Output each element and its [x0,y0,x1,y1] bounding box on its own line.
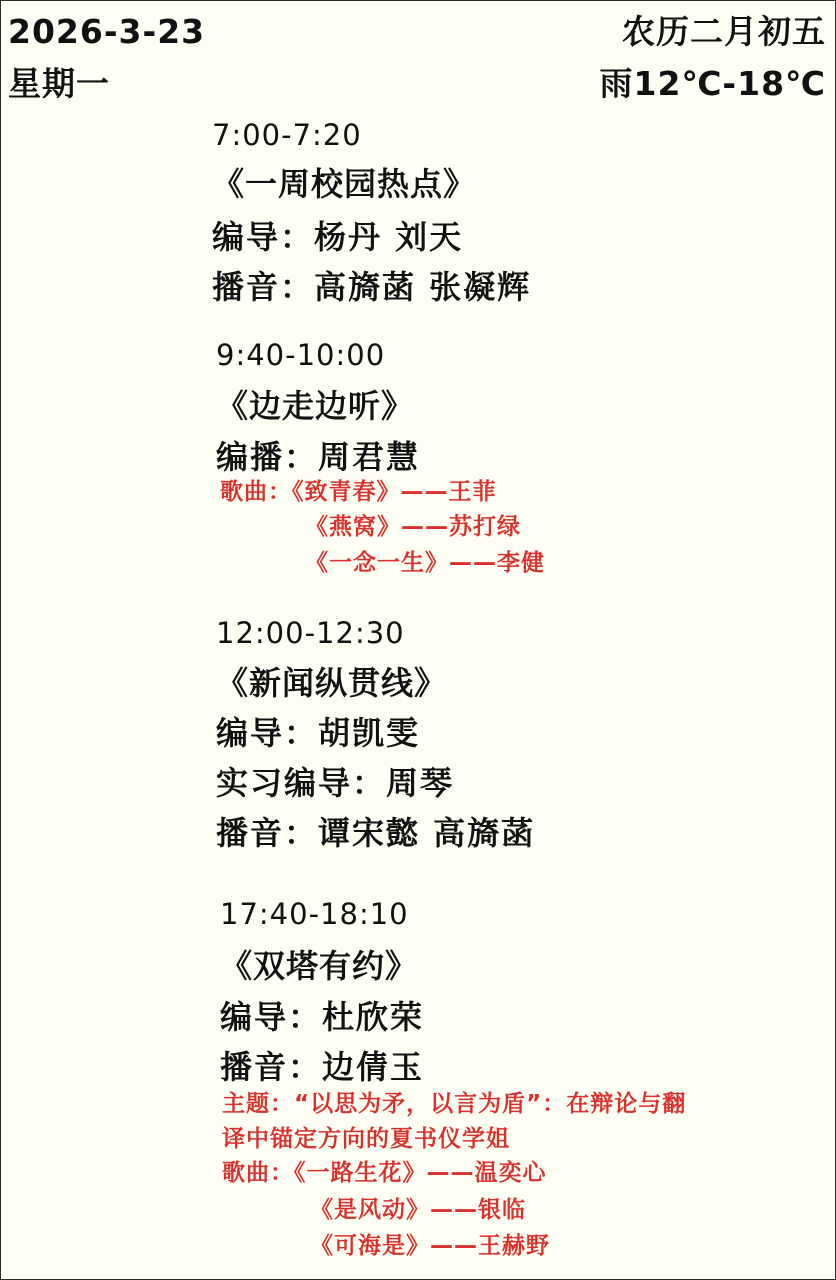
program-note: 歌曲：《致青春》——王菲 [220,479,497,505]
program-credit: 编导：杜欣荣 [220,998,425,1036]
program-credit: 播音：边倩玉 [220,1048,425,1086]
program-time: 12:00-12:30 [216,616,405,650]
program-title: 《双塔有约》 [220,947,419,985]
program-credit: 播音：谭宋懿 高旖菡 [216,814,536,852]
date-text: 2026-3-23 [8,12,206,51]
program-title: 《新闻纵贯线》 [216,664,448,702]
program-credit: 编播：周君慧 [216,438,421,476]
program-note: 歌曲：《一路生花》——温奕心 [222,1160,547,1186]
program-title: 《边走边听》 [216,387,415,425]
program-note: 《燕窝》——苏打绿 [305,514,521,540]
program-time: 7:00-7:20 [212,118,362,152]
program-note: 译中锚定方向的夏书仪学姐 [222,1126,510,1152]
weekday-text: 星期一 [8,64,110,103]
lunar-date-text: 农历二月初五 [622,12,826,51]
program-credit: 编导：杨丹 刘天 [212,218,464,256]
program-time: 17:40-18:10 [220,897,409,931]
program-credit: 实习编导：周琴 [216,764,455,802]
program-time: 9:40-10:00 [216,338,386,372]
program-note: 《是风动》——银临 [310,1197,526,1223]
weather-text: 雨12℃-18℃ [599,64,826,103]
program-title: 《一周校园热点》 [212,165,477,203]
program-note: 《一念一生》——李健 [305,550,545,576]
program-credit: 播音：高旖菡 张凝辉 [212,268,532,306]
program-note: 《可海是》——王赫野 [310,1233,550,1259]
program-credit: 编导：胡凯雯 [216,714,421,752]
program-note: 主题：“以思为矛，以言为盾”：在辩论与翻 [222,1091,687,1117]
